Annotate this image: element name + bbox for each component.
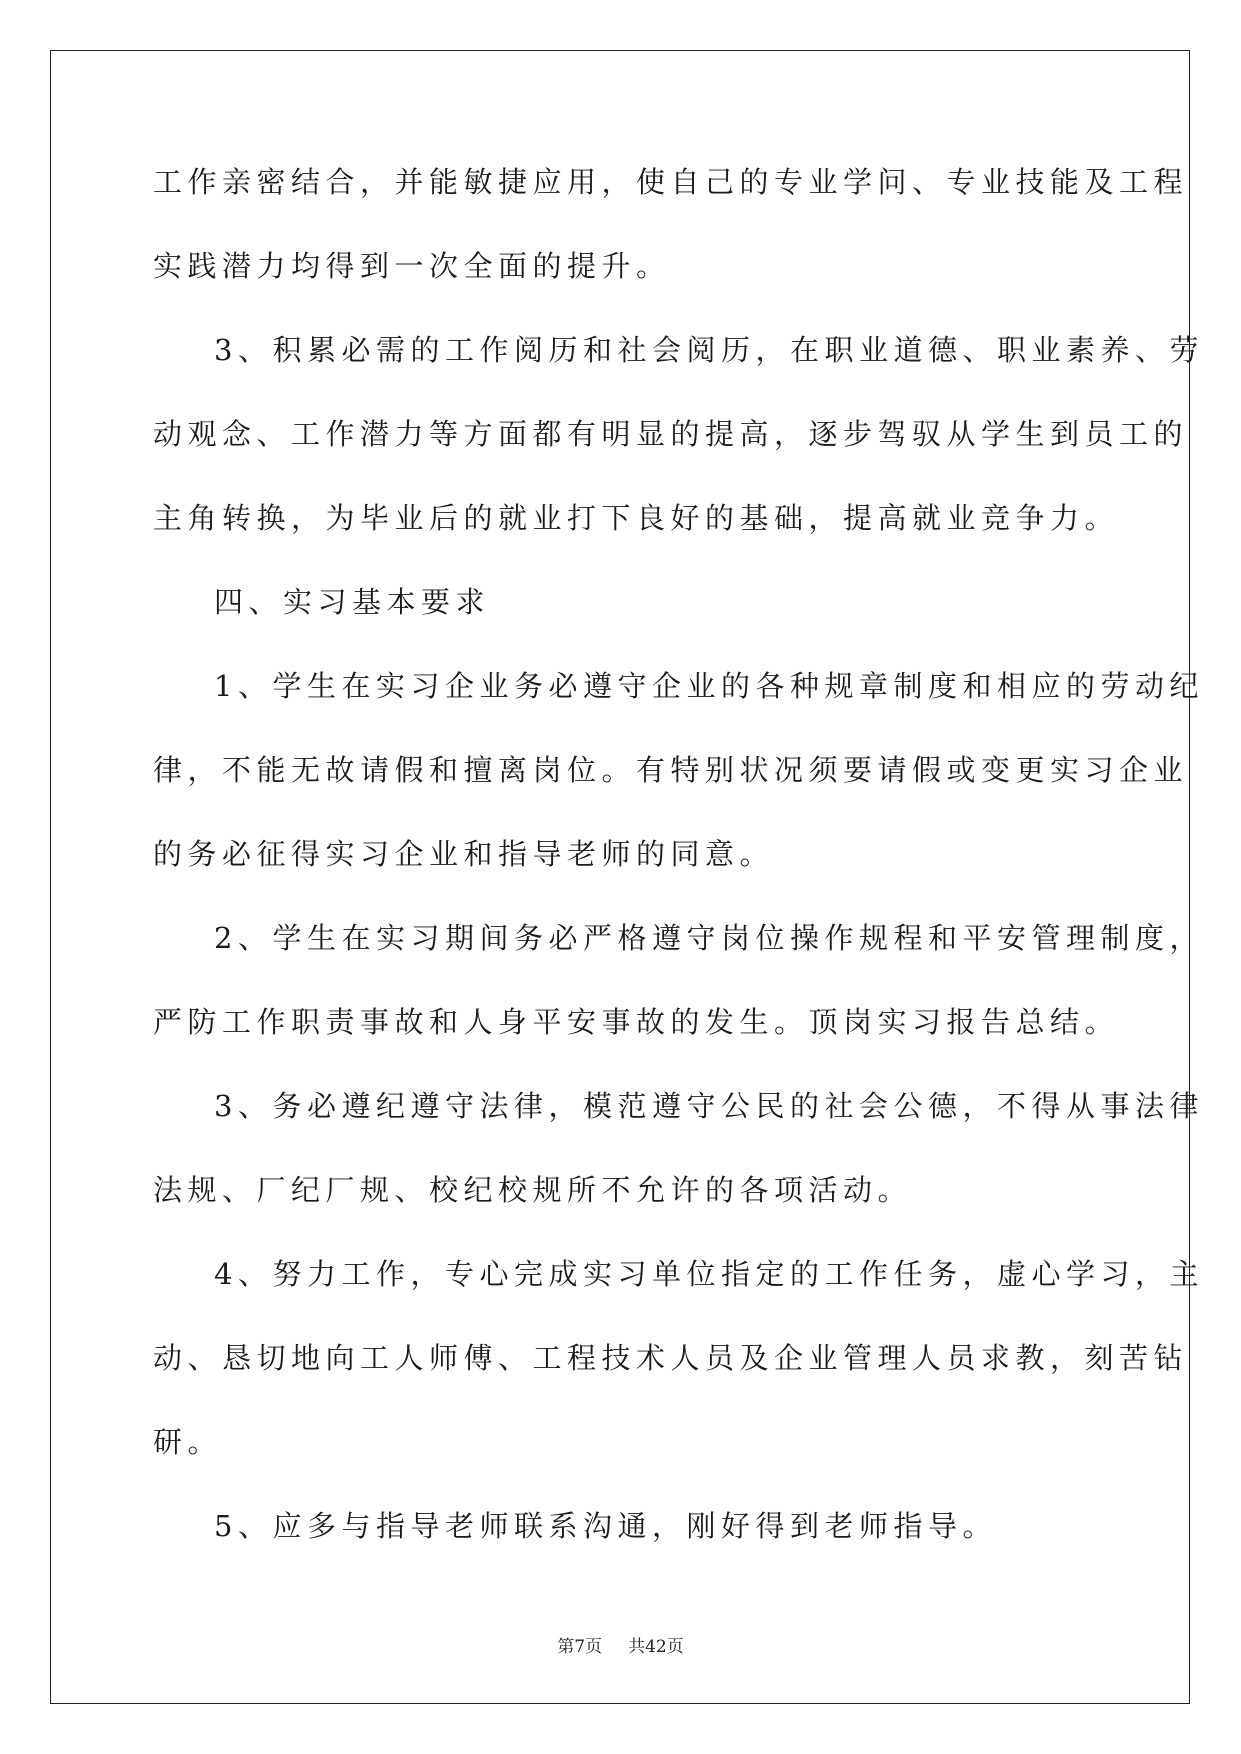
- text-line: 主角转换，为毕业后的就业打下良好的基础，提高就业竞争力。: [153, 501, 1120, 535]
- section-heading: 四、实习基本要求: [214, 585, 491, 619]
- text-line: 动观念、工作潜力等方面都有明显的提高，逐步驾驭从学生到员工的: [153, 417, 1189, 451]
- text-line: 律，不能无故请假和擅离岗位。有特别状况须要请假或变更实习企业: [153, 753, 1189, 787]
- text-line: 动、恳切地向工人师傅、工程技术人员及企业管理人员求教，刻苦钻: [153, 1341, 1189, 1375]
- page-footer: [0, 1632, 1241, 1657]
- text-line: 2、学生在实习期间务必严格遵守岗位操作规程和平安管理制度，: [214, 921, 1204, 955]
- text-line: 的务必征得实习企业和指导老师的同意。: [153, 837, 775, 871]
- text-line: 1、学生在实习企业务必遵守企业的各种规章制度和相应的劳动纪: [214, 669, 1204, 703]
- text-line: 工作亲密结合，并能敏捷应用，使自己的专业学问、专业技能及工程: [153, 165, 1189, 199]
- text-line: 3、积累必需的工作阅历和社会阅历，在职业道德、职业素养、劳: [214, 333, 1204, 367]
- document-body: [153, 162, 1204, 1590]
- text-line: 法规、厂纪厂规、校纪校规所不允许的各项活动。: [153, 1173, 913, 1207]
- current-page-label: 第7页: [557, 1637, 603, 1657]
- text-line: 3、务必遵纪遵守法律，模范遵守公民的社会公德，不得从事法律: [214, 1089, 1204, 1123]
- text-line: 4、努力工作，专心完成实习单位指定的工作任务，虚心学习，主: [214, 1257, 1204, 1291]
- text-line: 实践潜力均得到一次全面的提升。: [153, 249, 671, 283]
- text-line: 研。: [153, 1425, 223, 1459]
- text-line: 严防工作职责事故和人身平安事故的发生。顶岗实习报告总结。: [153, 1005, 1120, 1039]
- text-line: 5、应多与指导老师联系沟通，刚好得到老师指导。: [214, 1509, 997, 1543]
- total-pages-label: 共42页: [628, 1637, 684, 1657]
